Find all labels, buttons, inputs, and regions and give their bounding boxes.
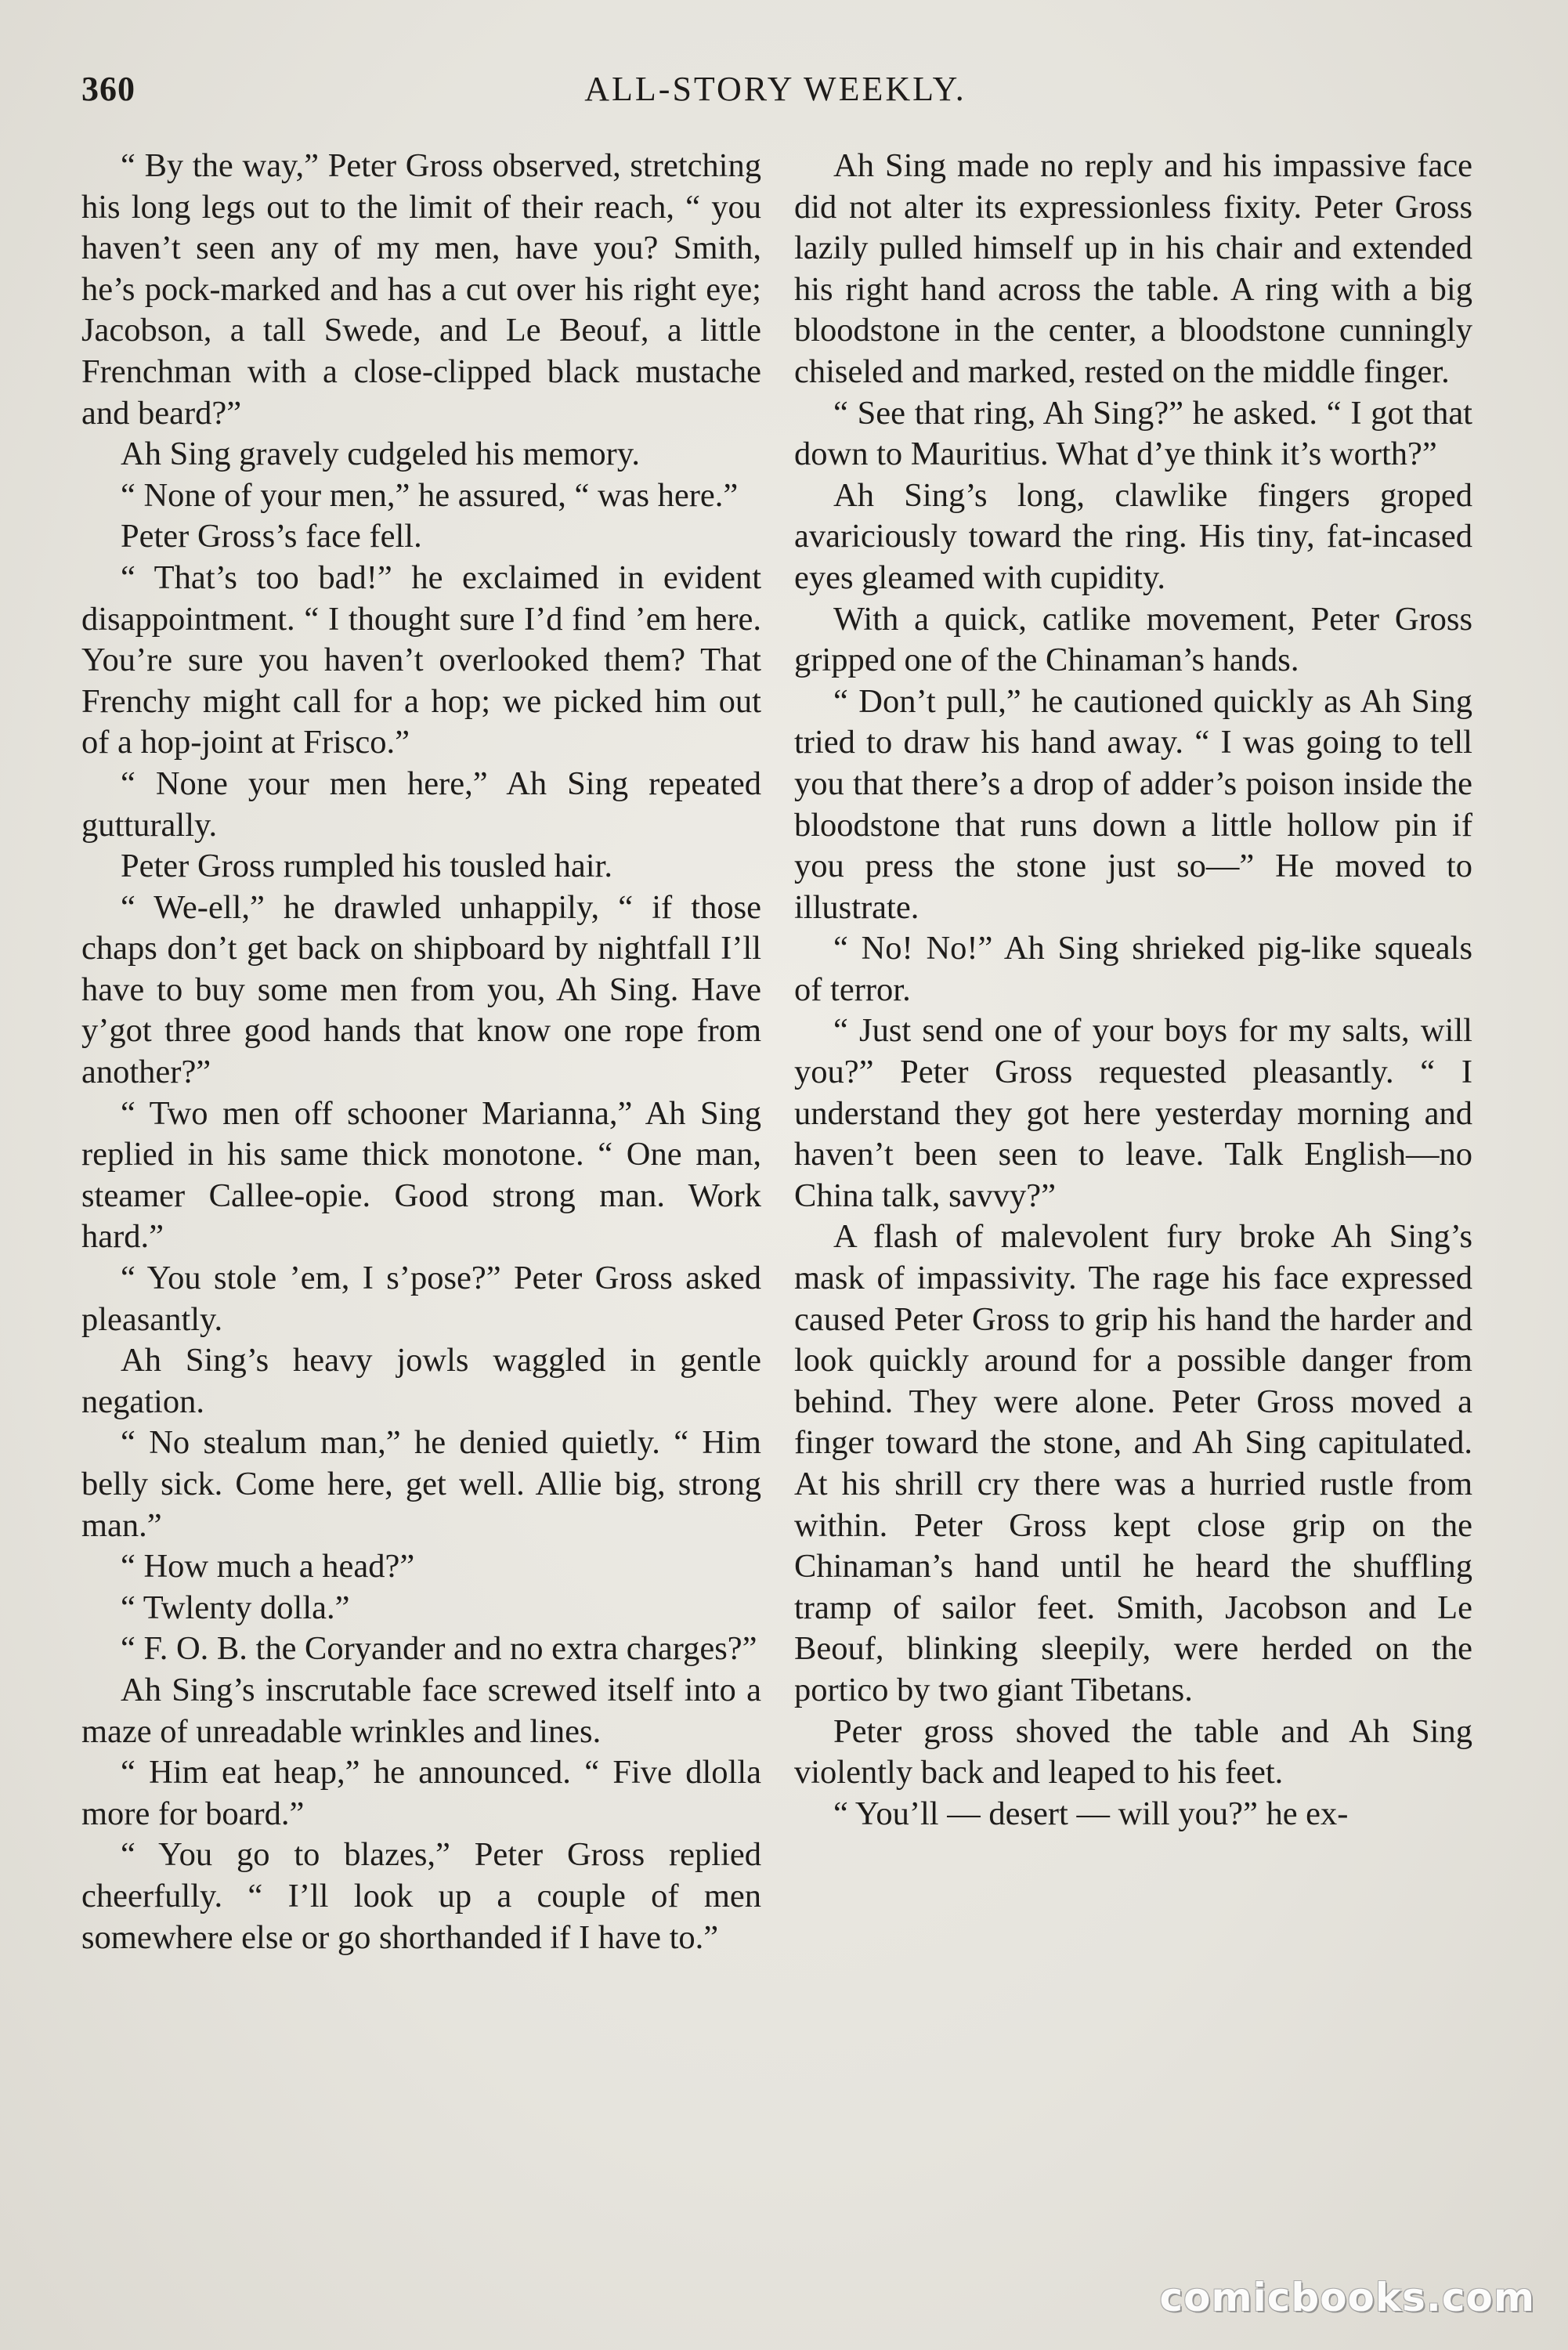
running-title: ALL-STORY WEEKLY. [584, 70, 966, 108]
paragraph: With a quick, catlike movement, Peter Gross gripped one of the Chinaman’s hands. [794, 600, 1472, 679]
paragraph: Ah Sing’s heavy jowls waggled in gentle negation. [81, 1342, 761, 1420]
paragraph: “ You go to blazes,” Peter Gross replied cheerfully. “ I’ll look up a couple of men somewhere else or go shorthanded if I have to.” [81, 1836, 761, 1956]
paragraph: “ F. O. B. the Coryander and no extra charges?” [121, 1630, 757, 1668]
page-number: 360 [81, 70, 135, 108]
paragraph: “ We-ell,” he drawled unhappily, “ if those chaps don’t get back on shipboard by nightfall I’ll have to buy some men from you, Ah Sing. Have y’got three good hands that know one rope from another?” [81, 888, 761, 1091]
paragraph: “ See that ring, Ah Sing?” he asked. “ I got that down to Mauritius. What d’ye think it’s worth?” [794, 394, 1472, 473]
paragraph: Peter Gross’s face fell. [121, 518, 422, 555]
watermark: comicbooks.com [1159, 2275, 1535, 2320]
page-header [81, 69, 1469, 124]
paragraph: A flash of malevolent fury broke Ah Sing’s mask of impassivity. The rage his face expressed caused Peter Gross to grip his hand the harder and look quickly around for a possible danger from behind. They were alone. Peter Gross moved a finger toward the stone, and Ah Sing capitulated. At his shrill cry there was a hurried rustle from within. Peter Gross kept close grip on the Chinaman’s hand until he heard the shuffling tramp of sailor feet. Smith, Jacobson and Le Beouf, blinking sleepily, were herded on the portico by two giant Tibetans. [794, 1218, 1472, 1708]
left-column [81, 146, 761, 1958]
paragraph: Ah Sing gravely cudgeled his memory. [121, 436, 640, 473]
paragraph: Peter Gross rumpled his tousled hair. [121, 848, 612, 885]
paragraph: Ah Sing’s long, clawlike fingers groped avariciously toward the ring. His tiny, fat-incased eyes gleamed with cupidity. [794, 476, 1472, 596]
paragraph: “ How much a head?” [121, 1548, 415, 1585]
paragraph: Ah Sing’s inscrutable face screwed itself into a maze of unreadable wrinkles and lines. [81, 1671, 761, 1750]
paragraph: “ Just send one of your boys for my salts, will you?” Peter Gross requested pleasantly. “ I understand they got here yesterday morning and haven’t been seen to leave. Talk English—no China talk, savvy?” [794, 1012, 1472, 1214]
paragraph: Peter gross shoved the table and Ah Sing violently back and leaped to his feet. [794, 1712, 1472, 1791]
paragraph: “ You stole ’em, I s’pose?” Peter Gross asked pleasantly. [81, 1260, 761, 1338]
paragraph: “ By the way,” Peter Gross observed, stretching his long legs out to the limit of their reach, “ you haven’t seen any of my men, have you? Smith, he’s pock-marked and has a cut over his right eye; Jacobson, a tall Swede, and Le Beouf, a little Frenchman with a close-clipped black mustache and beard?” [81, 147, 761, 432]
paragraph: “ That’s too bad!” he exclaimed in evident disappointment. “ I thought sure I’d find ’em here. You’re sure you haven’t overlooked them? That Frenchy might call for a hop; we picked him out of a hop-joint at Frisco.” [81, 559, 761, 761]
paragraph: “ None your men here,” Ah Sing repeated gutturally. [81, 765, 761, 844]
paragraph: “ Two men off schooner Marianna,” Ah Sing replied in his same thick monotone. “ One man, steamer Callee-opie. Good strong man. Work hard.” [81, 1094, 761, 1256]
paragraph: “ None of your men,” he assured, “ was here.” [121, 476, 739, 514]
paragraph: “ You’ll — desert — will you?” he ex- [833, 1795, 1349, 1832]
paragraph: Ah Sing made no reply and his impassive face did not alter its expressionless fixity. Peter Gross lazily pulled himself up in his chair and extended his right hand across the table. A ring with a big bloodstone in the center, a bloodstone cunningly chiseled and marked, rested on the middle finger. [794, 147, 1472, 390]
right-column [794, 146, 1472, 1835]
paragraph: “ Twlenty dolla.” [121, 1589, 350, 1626]
paragraph: “ No stealum man,” he denied quietly. “ Him belly sick. Come here, get well. Allie big, strong man.” [81, 1424, 761, 1544]
paragraph: “ Him eat heap,” he announced. “ Five dlolla more for board.” [81, 1754, 761, 1832]
paragraph: “ Don’t pull,” he cautioned quickly as Ah Sing tried to draw his hand away. “ I was going to tell you that there’s a drop of adder’s poison inside the bloodstone that runs down a little hollow pin if you press the stone just so—” He moved to illustrate. [794, 682, 1472, 926]
paragraph: “ No! No!” Ah Sing shrieked pig-like squeals of terror. [794, 930, 1472, 1008]
